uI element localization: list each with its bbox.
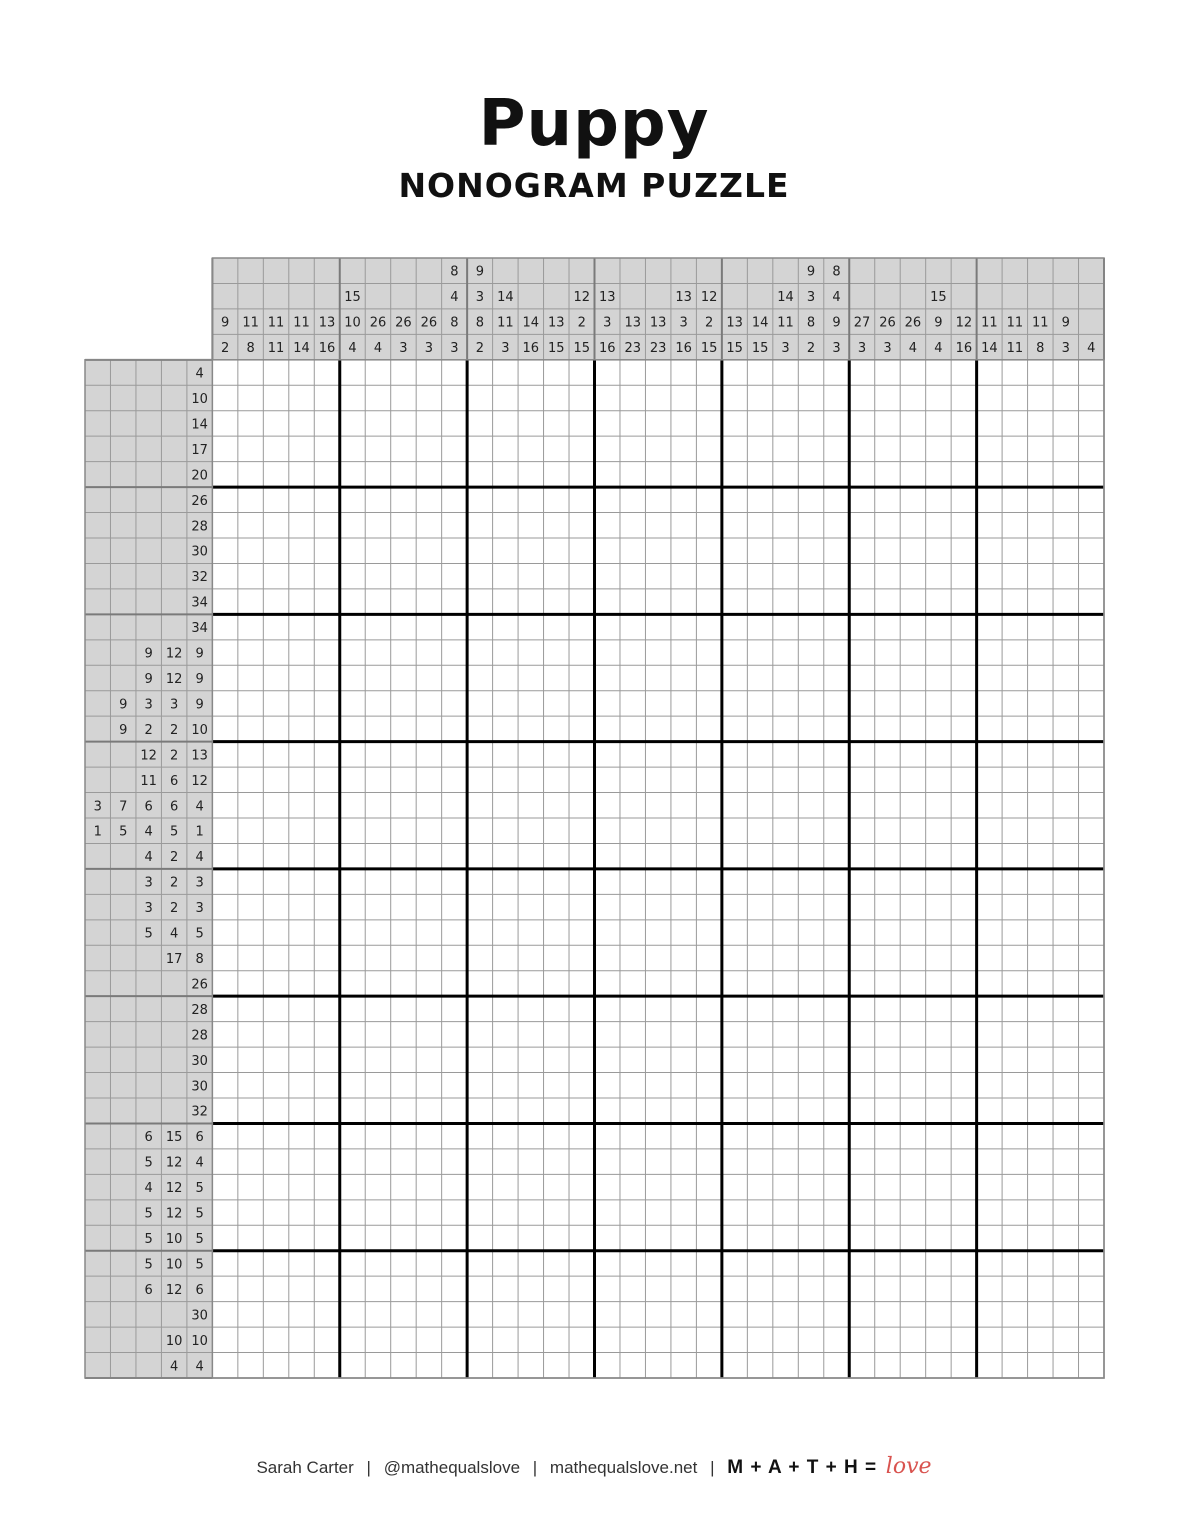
row-clue-number: 3 — [93, 799, 102, 815]
row-clue-number: 12 — [140, 748, 157, 764]
column-clue-number: 2 — [806, 341, 816, 357]
row-clue-number: 6 — [170, 773, 179, 789]
row-clue-number: 12 — [165, 672, 183, 687]
column-clue-number: 9 — [832, 315, 841, 331]
row-clue-number: 32 — [191, 570, 208, 586]
row-clue-number: 12 — [165, 1155, 183, 1171]
column-clue-number: 4 — [450, 290, 459, 306]
row-clue-number: 12 — [165, 646, 183, 662]
footer-love-logo: love — [885, 1454, 932, 1479]
column-clue-number: 11 — [777, 315, 794, 331]
column-clue-number: 12 — [955, 315, 973, 331]
footer — [0, 1450, 1188, 1484]
row-clue-number: 12 — [191, 773, 208, 789]
row-clue-number: 4 — [144, 1181, 153, 1197]
column-clue-number: 14 — [522, 315, 540, 331]
footer-separator: | — [710, 1458, 715, 1477]
column-clue-number: 26 — [395, 315, 412, 331]
row-clue-number: 30 — [191, 1079, 208, 1095]
footer-handle: @mathequalslove — [383, 1458, 521, 1477]
row-clue-number: 9 — [144, 646, 153, 662]
row-clue-number: 10 — [165, 1257, 183, 1273]
column-clue-number: 16 — [955, 341, 973, 357]
row-clue-number: 3 — [144, 901, 153, 917]
row-clue-number: 6 — [144, 1282, 153, 1298]
row-clue-number: 12 — [165, 1206, 183, 1222]
column-clue-number: 11 — [267, 341, 285, 357]
column-clue-number: 14 — [751, 315, 769, 331]
row-clue-number: 4 — [144, 824, 153, 840]
column-clue-number: 11 — [1006, 341, 1024, 357]
column-clue-number: 11 — [267, 315, 285, 331]
row-clue-number: 4 — [170, 1359, 179, 1375]
row-clue-number: 30 — [191, 1053, 208, 1069]
column-clue-number: 13 — [624, 315, 641, 331]
column-clue-number: 8 — [1036, 341, 1045, 357]
column-clue-number: 2 — [475, 341, 485, 357]
column-clue-number: 3 — [883, 341, 892, 357]
row-clue-number: 9 — [144, 672, 153, 687]
row-clue-number: 4 — [195, 1359, 204, 1375]
row-clue-number: 2 — [170, 850, 179, 866]
column-clue-number: 12 — [573, 290, 591, 306]
row-clue-number: 4 — [144, 850, 153, 866]
column-clue-number: 2 — [704, 315, 714, 331]
column-clue-number: 8 — [450, 264, 459, 280]
column-clue-number: 4 — [934, 341, 943, 357]
row-clue-number: 3 — [195, 875, 204, 891]
column-clue-number: 13 — [649, 315, 667, 331]
row-clue-number: 10 — [165, 1232, 183, 1247]
row-clue-number: 10 — [191, 722, 208, 738]
column-clue-number: 27 — [853, 315, 871, 331]
row-clue-number: 26 — [191, 493, 208, 509]
column-clue-number: 16 — [318, 341, 336, 357]
row-clue-number: 2 — [170, 901, 179, 917]
row-clue-number: 4 — [195, 799, 204, 815]
row-clue-number: 6 — [170, 799, 179, 815]
column-clue-number: 4 — [832, 290, 841, 306]
row-clue-number: 3 — [144, 697, 153, 713]
footer-separator: | — [366, 1458, 371, 1477]
column-clue-number: 14 — [497, 290, 514, 306]
row-clue-number: 17 — [165, 952, 183, 967]
column-clue-number: 4 — [373, 341, 383, 357]
column-clue-number: 3 — [857, 341, 867, 357]
column-clue-number: 10 — [344, 315, 361, 331]
row-clue-number: 5 — [144, 1257, 153, 1273]
column-clue-number: 16 — [598, 341, 616, 357]
row-clue-number: 4 — [170, 926, 179, 942]
row-clue-number: 6 — [144, 1130, 153, 1146]
column-clue-number: 8 — [246, 341, 255, 357]
row-clue-number: 8 — [195, 952, 204, 967]
column-clue-number: 3 — [806, 290, 816, 306]
column-clue-number: 26 — [420, 315, 438, 331]
row-clue-number: 11 — [140, 773, 157, 789]
row-clue-number: 9 — [195, 697, 204, 713]
column-clue-number: 13 — [675, 290, 692, 306]
row-clue-number: 5 — [144, 926, 153, 942]
row-clue-number: 4 — [195, 1155, 204, 1171]
row-clue-number: 3 — [170, 697, 179, 713]
row-clue-number: 4 — [195, 850, 204, 866]
row-clue-number: 30 — [191, 544, 208, 560]
row-clue-number: 3 — [195, 901, 204, 917]
column-clue-number: 8 — [806, 315, 816, 331]
row-clue-number: 6 — [144, 799, 153, 815]
column-clue-number: 9 — [934, 315, 943, 331]
row-clue-number: 7 — [119, 799, 128, 815]
column-clue-number: 11 — [242, 315, 259, 331]
row-clue-number: 2 — [170, 875, 179, 891]
row-clue-number: 9 — [119, 722, 128, 738]
footer-site: mathequalslove.net — [549, 1458, 698, 1477]
column-clue-number: 3 — [475, 290, 485, 306]
column-clue-number: 11 — [1032, 315, 1049, 331]
row-clue-number: 2 — [144, 722, 153, 738]
puzzle-title: Puppy — [478, 87, 710, 161]
row-clue-number: 28 — [191, 1028, 208, 1044]
column-clue-number: 9 — [806, 264, 816, 280]
column-clue-number: 13 — [318, 315, 336, 331]
column-clue-number: 11 — [981, 315, 998, 331]
footer-author: Sarah Carter — [256, 1458, 354, 1477]
column-clue-number: 15 — [930, 290, 947, 306]
column-clue-number: 9 — [220, 315, 230, 331]
column-clue-number: 3 — [424, 341, 434, 357]
row-clue-number: 5 — [195, 1257, 204, 1273]
row-clue-number: 12 — [165, 1282, 183, 1298]
column-clue-number: 3 — [832, 341, 841, 357]
column-clue-number: 3 — [501, 341, 510, 357]
column-clue-number: 3 — [399, 341, 408, 357]
column-clue-number: 15 — [700, 341, 718, 357]
row-clue-number: 34 — [191, 621, 208, 637]
row-clue-number: 28 — [191, 1002, 208, 1018]
column-clue-number: 15 — [548, 341, 565, 357]
column-clue-number: 11 — [1006, 315, 1024, 331]
row-clue-number: 5 — [195, 1181, 204, 1197]
column-clue-number: 13 — [548, 315, 565, 331]
column-clue-number: 11 — [497, 315, 514, 331]
row-clue-number: 30 — [191, 1308, 208, 1324]
row-clue-number: 34 — [191, 595, 208, 611]
row-clue-number: 9 — [195, 672, 204, 687]
row-clue-number: 5 — [119, 824, 128, 840]
column-clue-number: 14 — [293, 341, 310, 357]
row-clue-number: 20 — [191, 468, 208, 484]
column-clue-number: 2 — [577, 315, 586, 331]
row-clue-number: 26 — [191, 977, 208, 993]
row-clue-number: 17 — [191, 442, 208, 458]
row-clue-number: 4 — [195, 366, 204, 382]
column-clue-number: 9 — [1061, 315, 1070, 331]
column-clue-number: 3 — [450, 341, 459, 357]
row-clue-number: 32 — [191, 1104, 208, 1120]
row-clue-number: 6 — [195, 1282, 204, 1298]
column-clue-number: 11 — [293, 315, 310, 331]
row-clue-number: 9 — [195, 646, 204, 662]
column-clue-number: 4 — [1087, 341, 1096, 357]
column-clue-number: 15 — [726, 341, 743, 357]
row-clue-number: 2 — [170, 722, 179, 738]
row-clue-number: 15 — [165, 1130, 183, 1146]
row-clue-number: 1 — [93, 824, 102, 840]
row-clue-number: 5 — [144, 1232, 153, 1247]
row-clue-number: 12 — [165, 1181, 183, 1197]
footer-separator: | — [532, 1458, 538, 1477]
column-clue-number: 26 — [904, 315, 922, 331]
puzzle-subtitle: NONOGRAM PUZZLE — [398, 166, 790, 205]
column-clue-number: 2 — [220, 341, 230, 357]
column-clue-number: 26 — [369, 315, 387, 331]
row-clue-number: 13 — [191, 748, 208, 764]
column-clue-number: 4 — [348, 341, 357, 357]
column-clue-number: 16 — [675, 341, 692, 357]
column-clue-number: 9 — [475, 264, 485, 280]
column-clue-number: 3 — [781, 341, 790, 357]
column-clue-number: 3 — [679, 315, 688, 331]
row-clue-number: 5 — [195, 926, 204, 942]
row-clue-number: 9 — [119, 697, 128, 713]
column-clue-number: 4 — [908, 341, 918, 357]
row-clue-number: 2 — [170, 748, 179, 764]
row-clue-number: 5 — [170, 824, 179, 840]
column-clue-number: 13 — [726, 315, 743, 331]
column-clue-number: 8 — [832, 264, 841, 280]
row-clue-number: 1 — [195, 824, 204, 840]
footer-brand: M + A + T + H = — [727, 1457, 878, 1478]
column-clue-number: 26 — [879, 315, 896, 331]
row-clue-number: 10 — [191, 1333, 208, 1349]
row-clue-number: 3 — [144, 875, 153, 891]
row-clue-number: 10 — [191, 392, 208, 407]
row-clue-number: 5 — [195, 1232, 204, 1247]
column-clue-number: 23 — [624, 341, 641, 357]
column-clue-number: 16 — [522, 341, 540, 357]
column-clue-number: 3 — [1061, 341, 1070, 357]
row-clue-number: 14 — [191, 417, 208, 433]
column-clue-number: 12 — [700, 290, 718, 306]
row-clue-number: 5 — [144, 1206, 153, 1222]
column-clue-number: 14 — [777, 290, 794, 306]
column-clue-number: 23 — [649, 341, 667, 357]
column-clue-number: 14 — [981, 341, 998, 357]
row-clue-number: 28 — [191, 519, 208, 535]
column-clue-number: 15 — [344, 290, 361, 306]
column-clue-number: 8 — [475, 315, 485, 331]
row-clue-number: 6 — [195, 1130, 204, 1146]
row-clue-number: 10 — [165, 1333, 183, 1349]
column-clue-number: 15 — [751, 341, 769, 357]
row-clue-number: 5 — [195, 1206, 204, 1222]
column-clue-number: 13 — [598, 290, 616, 306]
column-clue-number: 3 — [603, 315, 612, 331]
row-clue-number: 5 — [144, 1155, 153, 1171]
column-clue-number: 15 — [573, 341, 591, 357]
column-clue-number: 8 — [450, 315, 459, 331]
